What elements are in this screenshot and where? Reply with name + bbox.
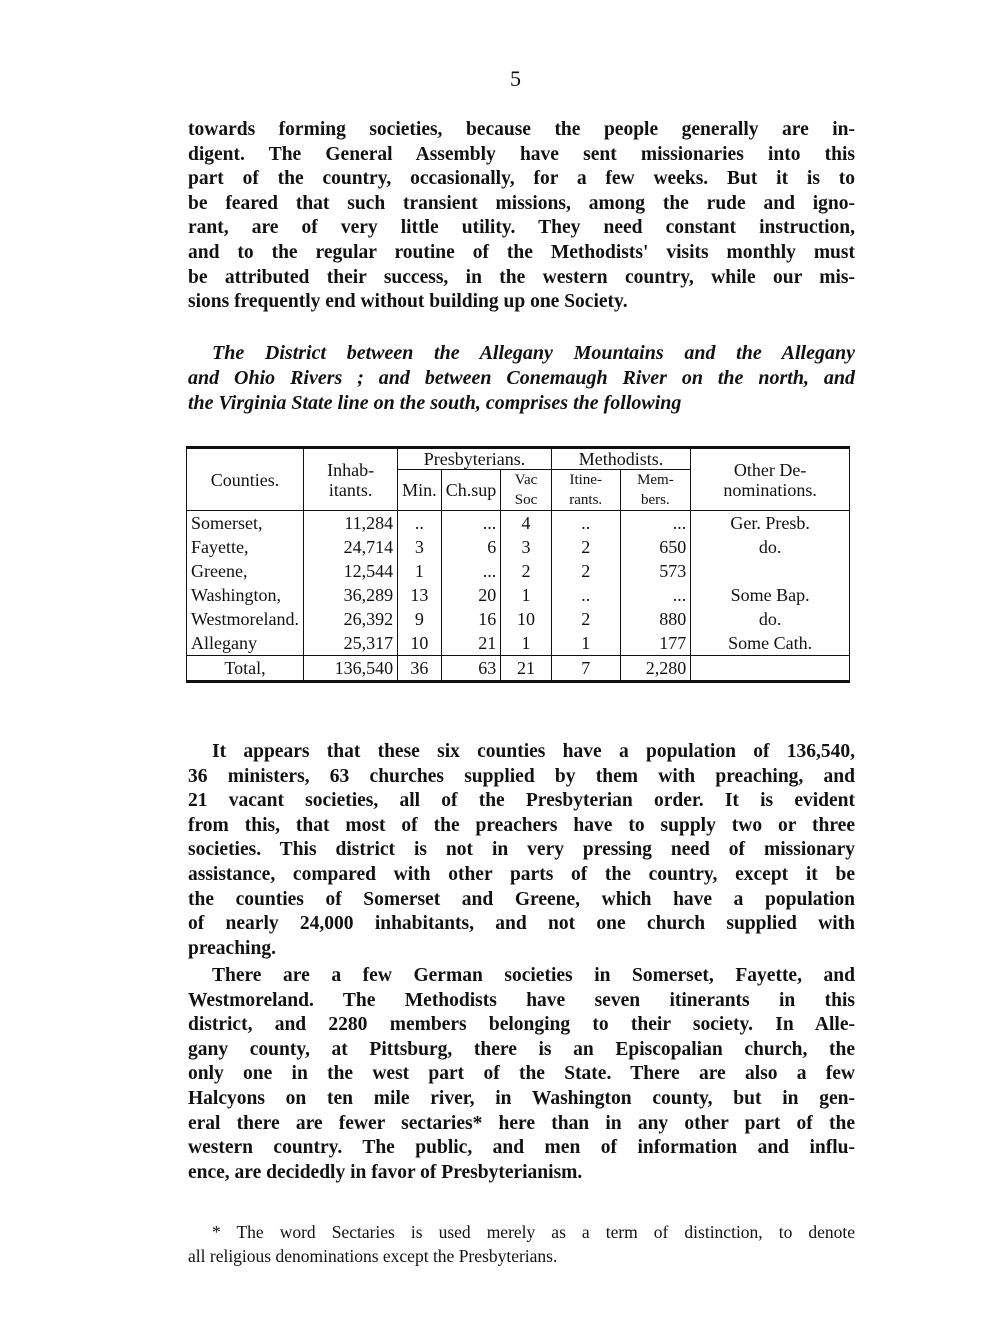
page-number: 5 — [510, 66, 521, 91]
cell-county: Westmoreland. — [187, 607, 304, 631]
cell-chsup: ... — [441, 559, 501, 583]
text-line: towards forming societies, because the people generally are in- — [188, 119, 855, 140]
cell-vac: 2 — [501, 559, 552, 583]
cell-members: 177 — [620, 631, 691, 656]
table-row — [187, 631, 850, 656]
cell-min: 13 — [398, 583, 442, 607]
table-row — [187, 511, 850, 536]
text-line: It appears that these six counties have a population of 136,540, — [212, 741, 855, 762]
text-line: digent. The General Assembly have sent missionaries into this — [188, 143, 855, 165]
cell-itin: .. — [551, 511, 620, 536]
cell-min: 1 — [398, 559, 442, 583]
header-chsup: Ch.sup — [441, 470, 501, 511]
cell-other: Some Bap. — [691, 583, 850, 607]
cell-inhabitants: 25,317 — [304, 631, 398, 656]
paragraph-2 — [188, 740, 855, 961]
text-line: societies. This district is not in very pressing need of missionary — [188, 839, 855, 861]
cell-min: .. — [398, 511, 442, 536]
cell-vac: 4 — [501, 511, 552, 536]
cell-other: do. — [691, 607, 850, 631]
paragraph-3 — [188, 964, 855, 1185]
total-members: 2,280 — [620, 656, 691, 682]
cell-chsup: ... — [441, 511, 501, 536]
cell-county: Allegany — [187, 631, 304, 656]
cell-chsup: 20 — [441, 583, 501, 607]
total-county: Total, — [187, 656, 304, 682]
cell-vac: 3 — [501, 535, 552, 559]
cell-members: ... — [620, 511, 691, 536]
cell-min: 9 — [398, 607, 442, 631]
cell-inhabitants: 36,289 — [304, 583, 398, 607]
text-line: 21 vacant societies, all of the Presbyterian order. It is evident — [188, 790, 855, 812]
cell-inhabitants: 11,284 — [304, 511, 398, 536]
cell-itin: 2 — [551, 607, 620, 631]
cell-inhabitants: 12,544 — [304, 559, 398, 583]
total-other — [691, 656, 850, 682]
text-line: and to the regular routine of the Methodists' visits monthly must — [188, 241, 855, 263]
cell-chsup: 16 — [441, 607, 501, 631]
text-line: the Virginia State line on the south, comprises the following — [188, 392, 682, 414]
text-line: sions frequently end without building up one Society. — [188, 291, 628, 313]
total-itin: 7 — [551, 656, 620, 682]
cell-itin: .. — [551, 583, 620, 607]
text-line: rant, are of very little utility. They need constant instruction, — [188, 217, 855, 239]
cell-vac: 10 — [501, 607, 552, 631]
cell-inhabitants: 24,714 — [304, 535, 398, 559]
text-line: and Ohio Rivers ; and between Conemaugh River on the north, and — [188, 367, 855, 389]
cell-other: Some Cath. — [691, 631, 850, 656]
header-members: Mem- bers. — [620, 470, 691, 511]
text-line: eral there are fewer sectaries* here than in any other part of the — [188, 1112, 855, 1134]
cell-members: 573 — [620, 559, 691, 583]
text-line: The District between the Allegany Mountains and the Allegany — [212, 342, 855, 364]
county-statistics-table — [186, 446, 850, 683]
text-line: * The word Sectaries is used merely as a term of distinction, to denote — [212, 1222, 855, 1242]
text-line: There are a few German societies in Somerset, Fayette, and — [212, 965, 855, 986]
text-line: be feared that such transient missions, among the rude and igno- — [188, 192, 855, 214]
cell-members: 650 — [620, 535, 691, 559]
text-line: preaching. — [188, 937, 276, 959]
cell-itin: 2 — [551, 535, 620, 559]
total-inhabitants: 136,540 — [304, 656, 398, 682]
header-methodists: Methodists. — [551, 448, 690, 470]
text-line: ence, are decidedly in favor of Presbyterianism. — [188, 1161, 583, 1183]
cell-other: do. — [691, 535, 850, 559]
cell-members: ... — [620, 583, 691, 607]
cell-county: Washington, — [187, 583, 304, 607]
cell-members: 880 — [620, 607, 691, 631]
total-vac: 21 — [501, 656, 552, 682]
cell-vac: 1 — [501, 631, 552, 656]
header-vacsoc: Vac Soc — [501, 470, 552, 511]
text-line: gany county, at Pittsburg, there is an Episcopalian church, the — [188, 1038, 855, 1060]
cell-inhabitants: 26,392 — [304, 607, 398, 631]
header-itinerants: Itine- rants. — [551, 470, 620, 511]
text-line: only one in the west part of the State. There are also a few — [188, 1063, 855, 1085]
cell-min: 10 — [398, 631, 442, 656]
header-min: Min. — [398, 470, 442, 511]
district-intro — [188, 341, 855, 416]
text-line: Westmoreland. The Methodists have seven itinerants in this — [188, 989, 855, 1011]
cell-itin: 1 — [551, 631, 620, 656]
text-line: district, and 2280 members belonging to their society. In Alle- — [188, 1014, 855, 1036]
text-line: Halcyons on ten mile river, in Washington county, but in gen- — [188, 1087, 855, 1109]
text-line: the counties of Somerset and Greene, which have a population — [188, 888, 855, 910]
cell-chsup: 6 — [441, 535, 501, 559]
cell-vac: 1 — [501, 583, 552, 607]
text-line: be attributed their success, in the western country, while our mis- — [188, 266, 855, 288]
table-row — [187, 559, 850, 583]
cell-county: Fayette, — [187, 535, 304, 559]
text-line: western country. The public, and men of information and influ- — [188, 1137, 855, 1159]
table-row — [187, 535, 850, 559]
header-inhabitants: Inhab- itants. — [304, 448, 398, 511]
cell-county: Greene, — [187, 559, 304, 583]
cell-other — [691, 559, 850, 583]
paragraph-1 — [188, 118, 855, 315]
footnote — [188, 1220, 855, 1268]
header-counties: Counties. — [187, 448, 304, 511]
cell-min: 3 — [398, 535, 442, 559]
text-line: of nearly 24,000 inhabitants, and not one church supplied with — [188, 913, 855, 935]
cell-other: Ger. Presb. — [691, 511, 850, 536]
text-line: from this, that most of the preachers have to supply two or three — [188, 814, 855, 836]
table-row — [187, 607, 850, 631]
text-line: 36 ministers, 63 churches supplied by them with preaching, and — [188, 765, 855, 787]
table-row — [187, 583, 850, 607]
header-other: Other De- nominations. — [691, 448, 850, 511]
cell-chsup: 21 — [441, 631, 501, 656]
total-row — [187, 656, 850, 682]
total-chsup: 63 — [441, 656, 501, 682]
cell-county: Somerset, — [187, 511, 304, 536]
text-line: part of the country, occasionally, for a few weeks. But it is to — [188, 168, 855, 190]
header-presbyterians: Presbyterians. — [398, 448, 552, 470]
text-line: all religious denominations except the Presbyterians. — [188, 1246, 558, 1266]
total-min: 36 — [398, 656, 442, 682]
text-line: assistance, compared with other parts of the country, except it be — [188, 863, 855, 885]
cell-itin: 2 — [551, 559, 620, 583]
